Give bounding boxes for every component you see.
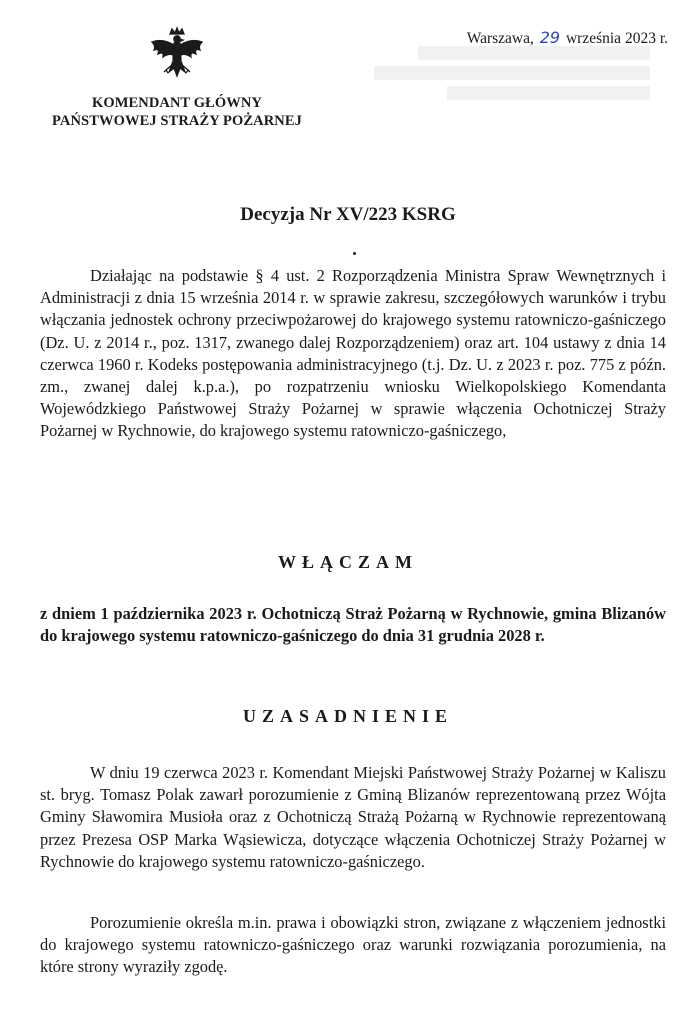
justification-heading: UZASADNIENIE [242,706,454,726]
polish-eagle-emblem-icon [148,26,206,88]
justification-paragraph-1: W dniu 19 czerwca 2023 r. Komendant Miejski Państwowej Straży Pożarnej w Kaliszu st. bryg. Tomasz Polak zawarł porozumienie z Gminą Blizanów reprezentowaną przez Wójta Gminy Sławomira Musioła oraz z Ochotniczą Strażą Pożarną w Rychnowie reprezentowaną przez Prezesa OSP Marka Wąsiewicza, dotyczące włączenia Ochotniczej Straży Pożarnej w Rychnowie do krajowego systemu ratowniczo-gaśniczego. [40,763,666,871]
decision-text: z dniem 1 października 2023 r. Ochotniczą Straż Pożarną w Rychnowie, gmina Blizanów do krajowego systemu ratowniczo-gaśniczego do dnia 31 grudnia 2028 r. [40,604,666,646]
place-and-date [467,28,668,48]
authority-name-line1: KOMENDANT GŁÓWNY [91,95,263,111]
ink-dot [353,252,356,255]
handwritten-day: 29 [539,28,561,47]
decision-heading: WŁĄCZAM [278,552,418,572]
authority-name-line2: PAŃSTWOWEJ STRAŻY POŻARNEJ [52,113,302,129]
intro-paragraph: Działając na podstawie § 4 ust. 2 Rozporządzenia Ministra Spraw Wewnętrznych i Administracji z dnia 15 września 2014 r. w sprawie zakresu, szczegółowych warunków i trybu włączania jednostek ochrony przeciwpożarowej do krajowego systemu ratowniczo-gaśniczego (Dz. U. z 2014 r., poz. 1317, zwanego dalej Rozporządzeniem) oraz art. 104 ustawy z dnia 14 czerwca 1960 r. Kodeks postępowania administracyjnego (t.j. Dz. U. z 2023 r. poz. 775 z późn. zm., zwanej dalej k.p.a.), po rozpatrzeniu wniosku Wielkopolskiego Komendanta Wojewódzkiego Państwowej Straży Pożarnej w sprawie włączenia Ochotniczej Straży Pożarnej w Rychnowie, do krajowego systemu ratowniczo-gaśniczego, [40,266,666,441]
decision-title: Decyzja Nr XV/223 KSRG [240,204,456,225]
month-year: września 2023 r. [565,30,668,47]
justification-paragraph-2: Porozumienie określa m.in. prawa i obowiązki stron, związane z włączeniem jednostki do krajowego systemu ratowniczo-gaśniczego oraz warunki rozwiązania porozumienia, na które strony wyraziły zgodę. [40,913,666,977]
bleed-through-shadow [360,40,650,190]
city: Warszawa, [466,30,534,47]
issuing-authority [32,26,322,130]
